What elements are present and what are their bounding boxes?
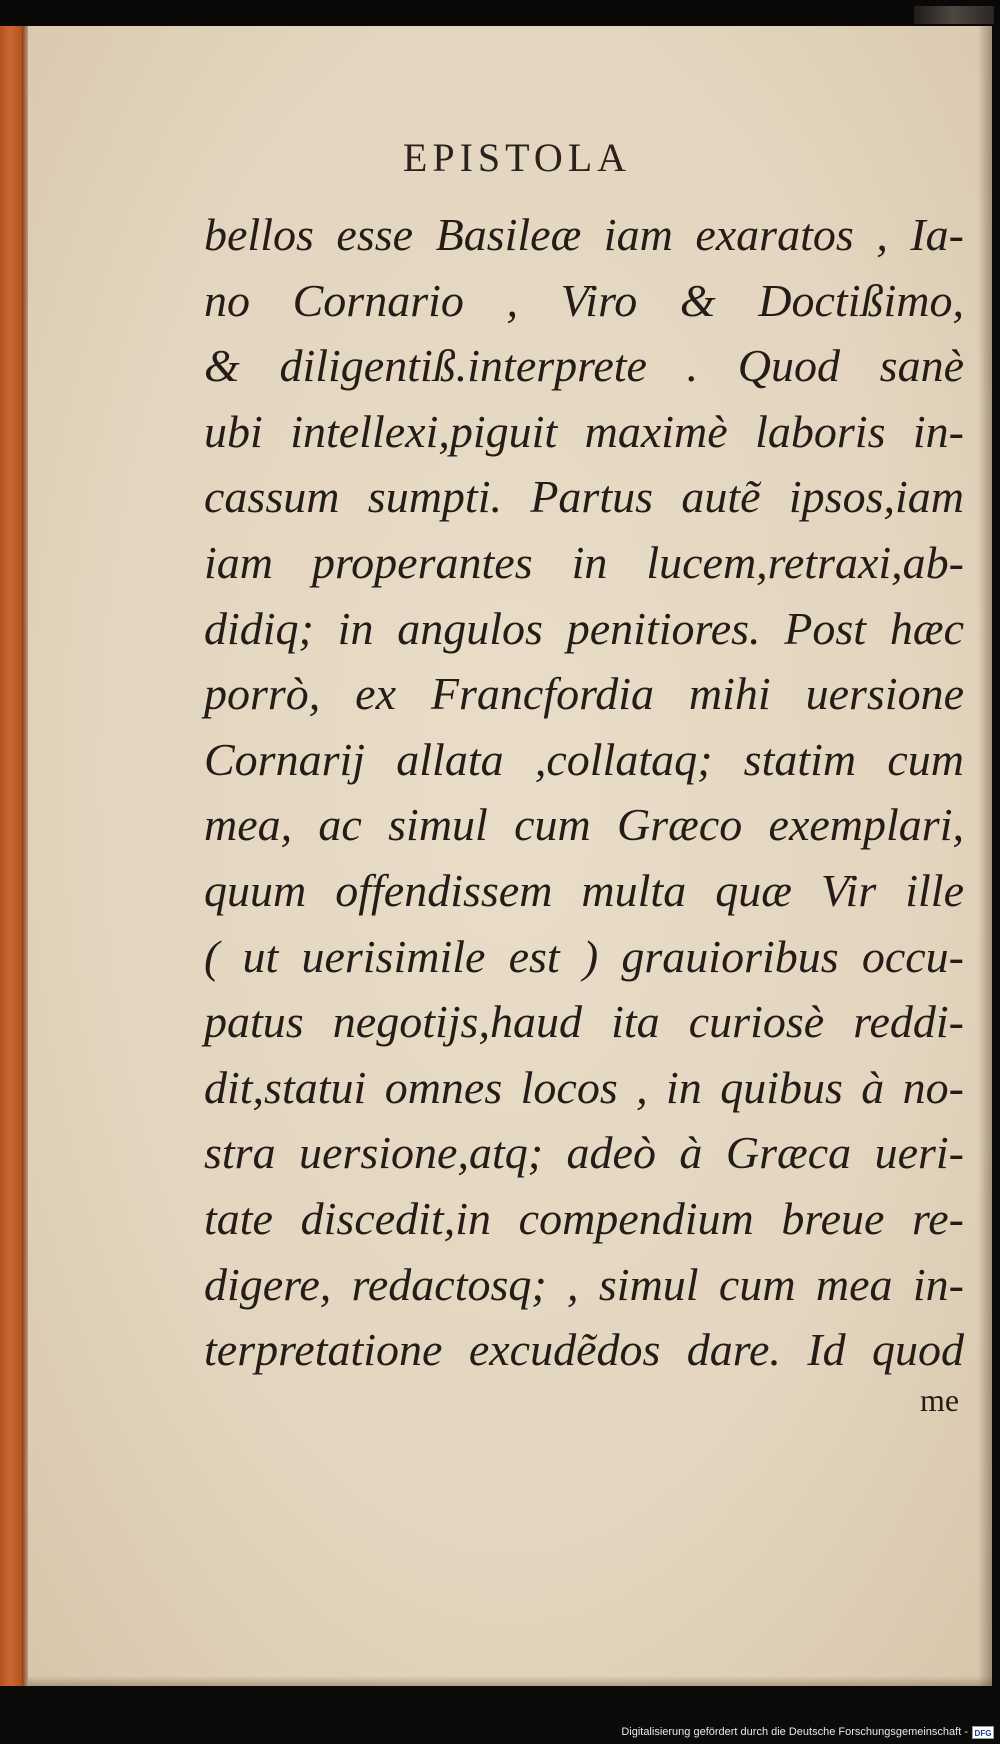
funding-credit: Digitalisierung gefördert durch die Deutsche Forschungsgemeinschaft - xyxy=(621,1726,968,1738)
text-line: Cornarij allata ,collataq; statim cum xyxy=(204,733,964,785)
footer-bar xyxy=(0,1686,1000,1744)
scan-top-border xyxy=(0,0,1000,26)
text-line: dit,statui omnes locos , in quibus à no- xyxy=(204,1061,964,1113)
body-text xyxy=(204,202,964,1383)
text-line: tate discedit,in compendium breue re- xyxy=(204,1192,964,1244)
text-line: digere, redactosq; , simul cum mea in- xyxy=(204,1258,964,1310)
scan-top-edge-artifact xyxy=(914,6,994,24)
running-head: EPISTOLA xyxy=(402,135,632,180)
text-line: ( ut uerisimile est ) grauioribus occu- xyxy=(204,930,964,982)
text-line: mea, ac simul cum Græco exemplari, xyxy=(204,799,964,851)
page-right-edge-shadow xyxy=(978,26,992,1686)
page-bottom-edge-shadow xyxy=(28,1676,992,1686)
text-line: quum offendissem multa quæ Vir ille xyxy=(204,864,964,916)
text-line: stra uersione,atq; adeò à Græca ueri- xyxy=(204,1127,964,1179)
text-line: ubi intellexi,piguit maximè laboris in- xyxy=(204,405,964,457)
text-line: didiq; in angulos penitiores. Post hæc xyxy=(204,602,964,654)
text-line: terpretatione excudẽdos dare. Id quod xyxy=(204,1324,964,1376)
text-line: porrò, ex Francfordia mihi uersione xyxy=(204,668,964,720)
text-line: iam properantes in lucem,retraxi,ab- xyxy=(204,536,964,588)
text-line: cassum sumpti. Partus autẽ ipsos,iam xyxy=(204,471,964,523)
text-line: & diligentiß.interprete . Quod sanè xyxy=(204,340,964,392)
dfg-logo-icon: DFG xyxy=(972,1726,994,1739)
text-line: no Cornario , Viro & Doctißimo, xyxy=(204,274,964,326)
text-line: bellos esse Basileæ iam exaratos , Ia- xyxy=(204,209,964,260)
catchword: me xyxy=(920,1382,960,1418)
book-page xyxy=(28,26,992,1686)
text-line: patus negotijs,haud ita curiosè reddi- xyxy=(204,996,964,1048)
